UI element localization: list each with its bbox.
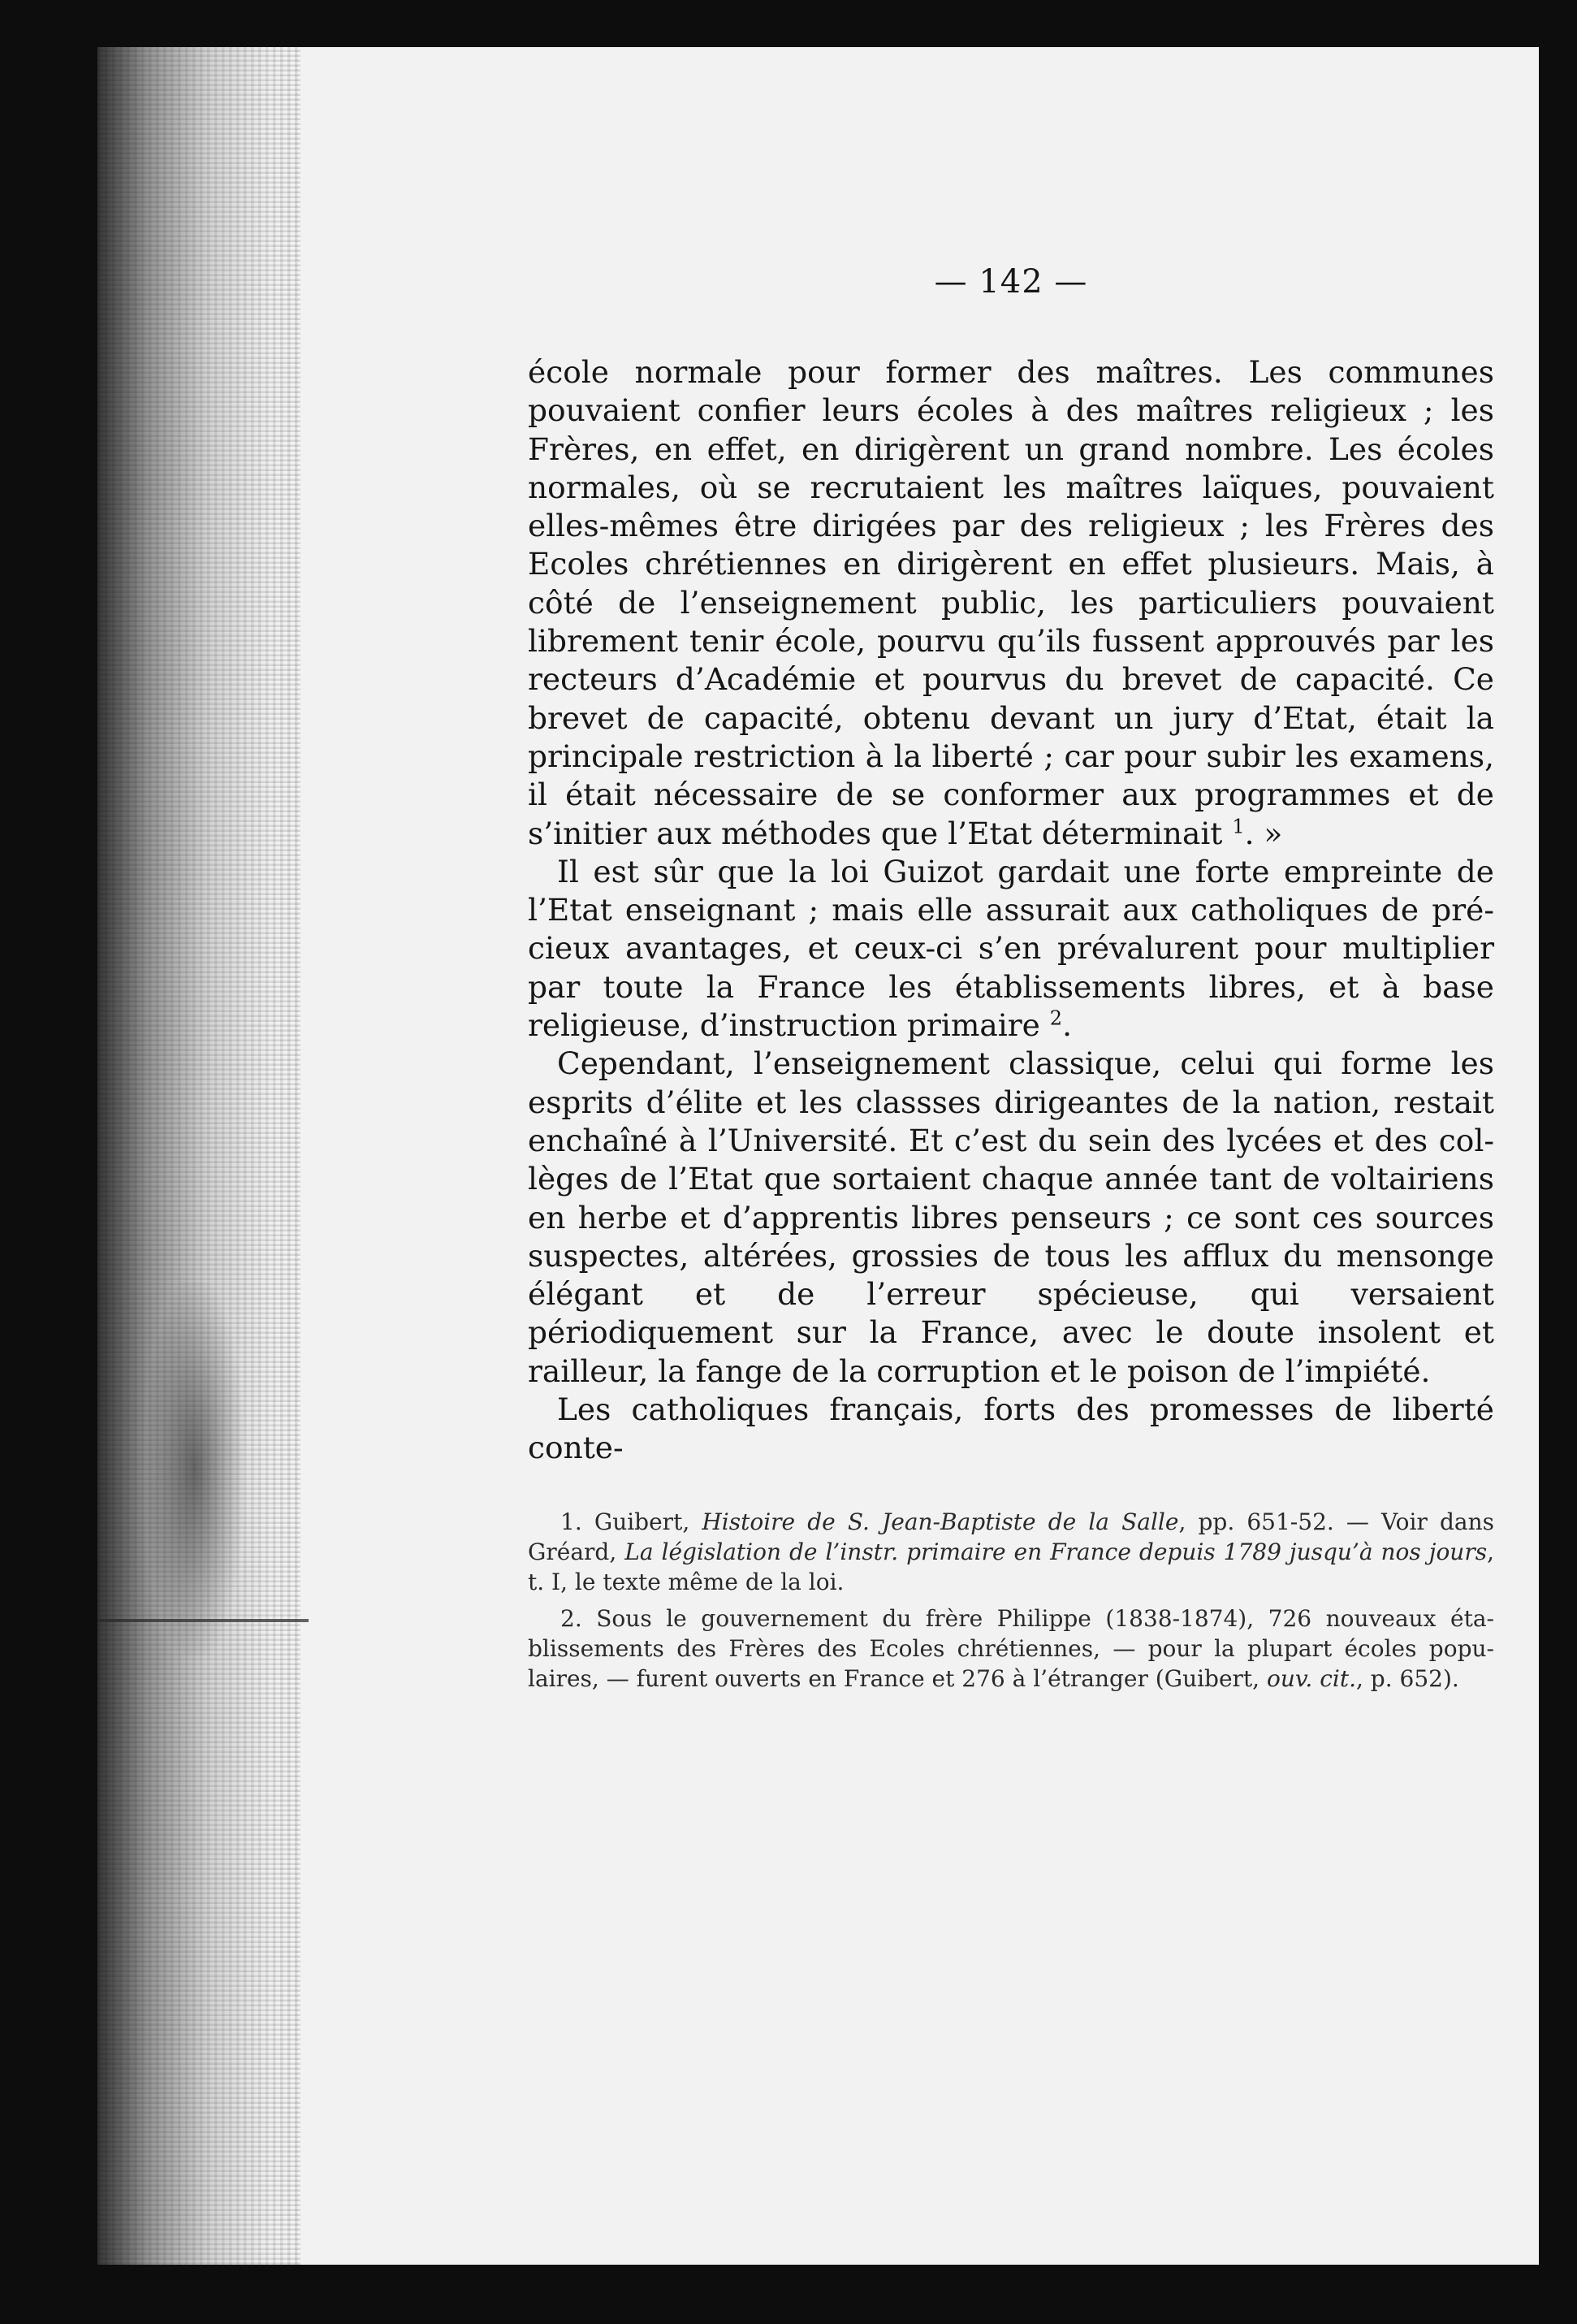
italic-title: ouv. cit. (1267, 1664, 1356, 1692)
text-run: école normale pour former des maîtres. Les communes pouvaient confier leurs écoles à des maîtres religieux ; les Frères, en effet, en dirigèrent un grand nombre. Les écoles normales, où se recrutaient les maîtres laïques, pouvaient elles-mêmes être dirigées par des religieux ; les Frères des Ecoles chrétiennes en dirigèrent en effet plusieurs. Mais, à côté de l’enseignement public, les particuliers pouvaient librement tenir école, pourvu qu’ils fussent approuvés par les recteurs d’Académie et pourvus du brevet de capacité. Ce brevet de capacité, obtenu devant un jury d’Etat, était la principale restriction à la liberté ; car pour subir les examens, il était nécessaire de se conformer aux programmes et de s’initier aux méthodes que l’Etat déterminait (528, 354, 1494, 851)
text-run: 1. Guibert, (560, 1508, 702, 1535)
page-number: — 142 — (934, 263, 1088, 301)
paragraph (528, 853, 1494, 1045)
binding-gutter (97, 47, 300, 2265)
scan-smudge (146, 1282, 244, 1655)
paragraph (528, 353, 1494, 853)
text-run: , t. I, le texte même de la loi. (528, 1538, 1495, 1595)
footnote-ref: 1 (1232, 815, 1245, 838)
footnote-ref: 2 (1049, 1006, 1063, 1030)
italic-title: Histoire de S. Jean-Baptiste de la Salle (702, 1508, 1179, 1535)
footnote (528, 1507, 1494, 1597)
text-run: , p. 652). (1355, 1664, 1459, 1692)
scan-mark (97, 1619, 309, 1622)
footnotes (528, 1507, 1494, 1694)
book-page (97, 47, 1539, 2265)
paragraph (528, 1391, 1494, 1468)
text-run: . (1062, 1007, 1072, 1044)
text-run: Il est sûr que la loi Guizot gardait une forte empreinte de l’Etat enseignant ; mais elle assurait aux catholiques de précieux avantages, et ceux-ci s’en prévalurent pour multiplier par toute la France les établissements libres, et à base religieuse, d’instruction primaire (528, 853, 1494, 1044)
footnote (528, 1603, 1494, 1694)
text-run: Les catholiques français, forts des promesses de liberté conte- (528, 1391, 1494, 1466)
paragraph (528, 1045, 1494, 1391)
body-text (528, 353, 1494, 1468)
page-content (528, 262, 1494, 1700)
italic-title: La législation de l’instr. primaire en France depuis 1789 jusqu’à nos jours (624, 1538, 1488, 1565)
text-run: . » (1244, 815, 1283, 851)
text-run: , pp. 651-52. — Voir dans Gréard, (528, 1508, 1495, 1565)
text-run: Cependant, l’enseignement classique, celui qui forme les esprits d’élite et les classses dirigeantes de la nation, restait enchaîné à l’Université. Et c’est du sein des lycées et des collèges de l’Etat que sortaient chaque année tant de voltairiens en herbe et d’apprentis libres penseurs ; ce sont ces sources suspectes, altérées, grossies de tous les afflux du mensonge élégant et de l’erreur spécieuse, qui versaient périodiquement sur la France, avec le doute insolent et railleur, la fange de la corruption et le poison de l’impiété. (528, 1045, 1494, 1389)
text-run: 2. Sous le gouvernement du frère Philippe (1838-1874), 726 nouveaux établissements des Frères des Ecoles chrétiennes, — pour la plupart écoles populaires, — furent ouverts en France et 276 à l’étranger (Guibert, (528, 1604, 1494, 1692)
